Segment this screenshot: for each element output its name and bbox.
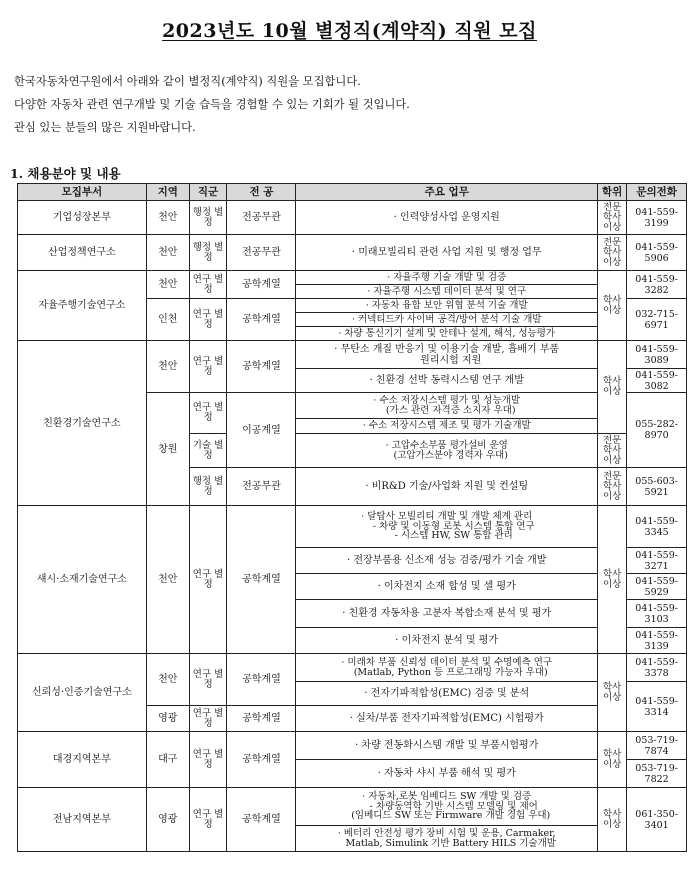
phone-cell: 041-559-3271 — [627, 548, 687, 574]
header-degree: 학위 — [597, 184, 626, 201]
duty-cell — [296, 826, 598, 852]
major-cell: 전공무관 — [227, 201, 296, 235]
phone-cell: 061-350-3401 — [627, 788, 687, 852]
duty-cell: · 친환경 선박 동력시스템 연구 개발 — [296, 369, 598, 393]
major-cell: 이공계열 — [227, 393, 296, 468]
duty-line: · 자동차,로봇 임베디드 SW 개발 및 검증 — [362, 791, 532, 803]
job-cell: 연구 별정 — [189, 654, 227, 706]
major-cell: 공학계열 — [227, 506, 296, 654]
degree-cell: 학사 이상 — [597, 788, 626, 852]
header-job: 직군 — [189, 184, 227, 201]
major-cell: 공학계열 — [227, 341, 296, 393]
dept-cell: 기업성장본부 — [18, 201, 147, 235]
table-row — [18, 506, 687, 548]
job-cell: 행정 별정 — [189, 235, 227, 271]
duty-cell — [296, 788, 598, 826]
intro-line-2: 다양한 자동차 관련 연구개발 및 기술 습득을 경험할 수 있는 기회가 될 것입니다. — [14, 98, 410, 111]
duty-cell: · 실차/부품 전자기파적합성(EMC) 시험평가 — [296, 706, 598, 732]
region-cell: 천안 — [146, 341, 189, 393]
degree-cell: 학사 이상 — [597, 341, 626, 434]
degree-cell: 학사 이상 — [597, 654, 626, 732]
duty-line: · 고압수소부품 평가설비 운영 — [385, 440, 508, 451]
phone-cell: 041-559-5906 — [627, 235, 687, 271]
dept-cell: 대경지역본부 — [18, 732, 147, 788]
duty-cell: · 자동차 융합 보안 위협 분석 기술 개발 — [296, 299, 598, 313]
job-cell: 연구 별정 — [189, 341, 227, 393]
duty-cell: · 자동차 샤시 부품 해석 및 평가 — [296, 760, 598, 788]
job-cell: 행정 별정 — [189, 201, 227, 235]
degree-cell: 학사 이상 — [597, 732, 626, 788]
job-cell: 연구 별정 — [189, 706, 227, 732]
phone-cell: 041-559-3082 — [627, 369, 687, 393]
duty-line: · 무탄소 개질 반응기 및 이용기술 개발, 흡배기 부품 — [334, 343, 560, 355]
dept-cell: 친환경기술연구소 — [18, 341, 147, 506]
duty-line: - 시스템 HW, SW 통합 관리 — [394, 530, 513, 542]
duty-cell — [296, 506, 598, 548]
header-major: 전 공 — [227, 184, 296, 201]
region-cell: 창원 — [146, 393, 189, 506]
job-cell: 연구 별정 — [189, 393, 227, 434]
duty-line: 원리시험 지원 — [420, 354, 482, 366]
duty-cell: · 이차전지 분석 및 평가 — [296, 628, 598, 654]
table-row — [18, 271, 687, 285]
section-title: 1. 채용분야 및 내용 — [10, 166, 121, 181]
duty-line: (Matlab, Python 등 프로그래밍 가능자 우대) — [353, 666, 548, 678]
dept-cell: 섀시·소재기술연구소 — [18, 506, 147, 654]
table-row — [18, 201, 687, 235]
table-header-row — [18, 184, 687, 201]
duty-line: (가스 관련 자격증 소지자 우대) — [385, 404, 516, 416]
phone-cell: 041-559-3282 — [627, 271, 687, 299]
duty-cell: · 전장부품용 신소재 성능 검증/평가 기술 개발 — [296, 548, 598, 574]
duty-cell: · 자율주행 시스템 데이터 분석 및 연구 — [296, 285, 598, 299]
phone-cell: 055-282-8970 — [627, 393, 687, 468]
job-cell: 행정 별정 — [189, 468, 227, 506]
duty-cell: · 인력양성사업 운영지원 — [296, 201, 598, 235]
table-row — [18, 788, 687, 826]
degree-cell: 전문 학사 이상 — [597, 201, 626, 235]
recruitment-table — [17, 183, 687, 852]
major-cell: 공학계열 — [227, 788, 296, 852]
degree-cell: 학사 이상 — [597, 271, 626, 341]
header-region: 지역 — [146, 184, 189, 201]
degree-cell: 전문 학사 이상 — [597, 468, 626, 506]
table-row — [18, 341, 687, 369]
duty-cell: · 친환경 자동차용 고분자 복합소재 분석 및 평가 — [296, 600, 598, 628]
job-cell: 연구 별정 — [189, 788, 227, 852]
phone-cell: 041-559-3345 — [627, 506, 687, 548]
header-phone: 문의전화 — [627, 184, 687, 201]
duty-cell — [296, 341, 598, 369]
region-cell: 영광 — [146, 706, 189, 732]
job-cell: 기술 별정 — [189, 434, 227, 468]
job-cell: 연구 별정 — [189, 732, 227, 788]
degree-cell: 전문 학사 이상 — [597, 235, 626, 271]
dept-cell: 전남지역본부 — [18, 788, 147, 852]
phone-cell: 041-559-3139 — [627, 628, 687, 654]
degree-cell: 전문 학사 이상 — [597, 434, 626, 468]
duty-line: · 수소 저장시스템 평가 및 성능개발 — [373, 395, 521, 406]
table-row — [18, 235, 687, 271]
region-cell: 영광 — [146, 788, 189, 852]
phone-cell: 041-559-3089 — [627, 341, 687, 369]
duty-line: - 차량동역학 기반 시스템 모델링 및 제어 — [369, 800, 538, 812]
phone-cell: 053-719-7874 — [627, 732, 687, 760]
region-cell: 대구 — [146, 732, 189, 788]
duty-cell — [296, 393, 598, 419]
phone-cell: 041-559-5929 — [627, 574, 687, 600]
duty-line: (임베디드 SW 또는 Firmware 개발 경험 우대) — [351, 810, 551, 822]
phone-cell: 041-559-3314 — [627, 682, 687, 732]
region-cell: 천안 — [146, 201, 189, 235]
degree-cell: 학사 이상 — [597, 506, 626, 654]
duty-cell: · 미래모빌리티 관련 사업 지원 및 행정 업무 — [296, 235, 598, 271]
dept-cell: 산업정책연구소 — [18, 235, 147, 271]
major-cell: 공학계열 — [227, 299, 296, 341]
phone-cell: 041-559-3103 — [627, 600, 687, 628]
major-cell: 공학계열 — [227, 271, 296, 299]
duty-line: - 차량 및 이동형 로봇 시스템 통합 연구 — [372, 520, 535, 532]
duty-cell — [296, 654, 598, 682]
region-cell: 천안 — [146, 506, 189, 654]
duty-cell: · 수소 저장시스템 제조 및 평가 기술개발 — [296, 419, 598, 434]
page-title: 2023년도 10월 별정직(계약직) 직원 모집 — [162, 20, 537, 42]
phone-cell: 032-715-6971 — [627, 299, 687, 341]
job-cell: 연구 별정 — [189, 271, 227, 299]
header-duty: 주요 업무 — [296, 184, 598, 201]
job-cell: 연구 별정 — [189, 506, 227, 654]
phone-cell: 041-559-3378 — [627, 654, 687, 682]
job-cell: 연구 별정 — [189, 299, 227, 341]
duty-cell — [296, 434, 598, 468]
duty-cell: · 이차전지 소재 합성 및 셀 평가 — [296, 574, 598, 600]
dept-cell: 신뢰성·인증기술연구소 — [18, 654, 147, 732]
major-cell: 공학계열 — [227, 732, 296, 788]
phone-cell: 041-559-3199 — [627, 201, 687, 235]
phone-cell: 053-719-7822 — [627, 760, 687, 788]
major-cell: 공학계열 — [227, 706, 296, 732]
intro-line-1: 한국자동차연구원에서 아래와 같이 별정직(계약직) 직원을 모집합니다. — [14, 75, 361, 88]
duty-cell: · 비R&D 기술/사업화 지원 및 컨설팅 — [296, 468, 598, 506]
dept-cell: 자율주행기술연구소 — [18, 271, 147, 341]
table-row — [18, 732, 687, 760]
duty-line: · 베터리 안전성 평가 장비 시험 및 운용, Carmaker, — [337, 828, 556, 839]
duty-line: (고압가스분야 경력자 우대) — [393, 449, 508, 461]
major-cell: 공학계열 — [227, 654, 296, 706]
phone-cell: 055-603-5921 — [627, 468, 687, 506]
region-cell: 인천 — [146, 299, 189, 341]
region-cell: 천안 — [146, 235, 189, 271]
header-dept: 모집부서 — [18, 184, 147, 201]
duty-cell: · 차량 통신기기 설계 및 안테나 설계, 해석, 성능평가 — [296, 327, 598, 341]
table-row — [18, 654, 687, 682]
duty-line: · 미래차 부품 신뢰성 데이터 분석 및 수명예측 연구 — [341, 657, 553, 668]
duty-cell: · 커넥티드카 사이버 공격/방어 분석 기술 개발 — [296, 313, 598, 327]
duty-cell: · 차량 전동화시스템 개발 및 부품시험평가 — [296, 732, 598, 760]
duty-cell: · 자율주행 기술 개발 및 검증 — [296, 271, 598, 285]
duty-cell: · 전자기파적합성(EMC) 검증 및 분석 — [296, 682, 598, 706]
major-cell: 전공무관 — [227, 468, 296, 506]
major-cell: 전공무관 — [227, 235, 296, 271]
region-cell: 천안 — [146, 654, 189, 706]
region-cell: 천안 — [146, 271, 189, 299]
intro-line-3: 관심 있는 분들의 많은 지원바랍니다. — [14, 121, 196, 134]
duty-line: · 달탑사 모빌리티 개발 및 개발 체계 관리 — [361, 511, 533, 523]
duty-line: Matlab, Simulink 기반 Battery HILS 기술개발 — [345, 837, 556, 849]
